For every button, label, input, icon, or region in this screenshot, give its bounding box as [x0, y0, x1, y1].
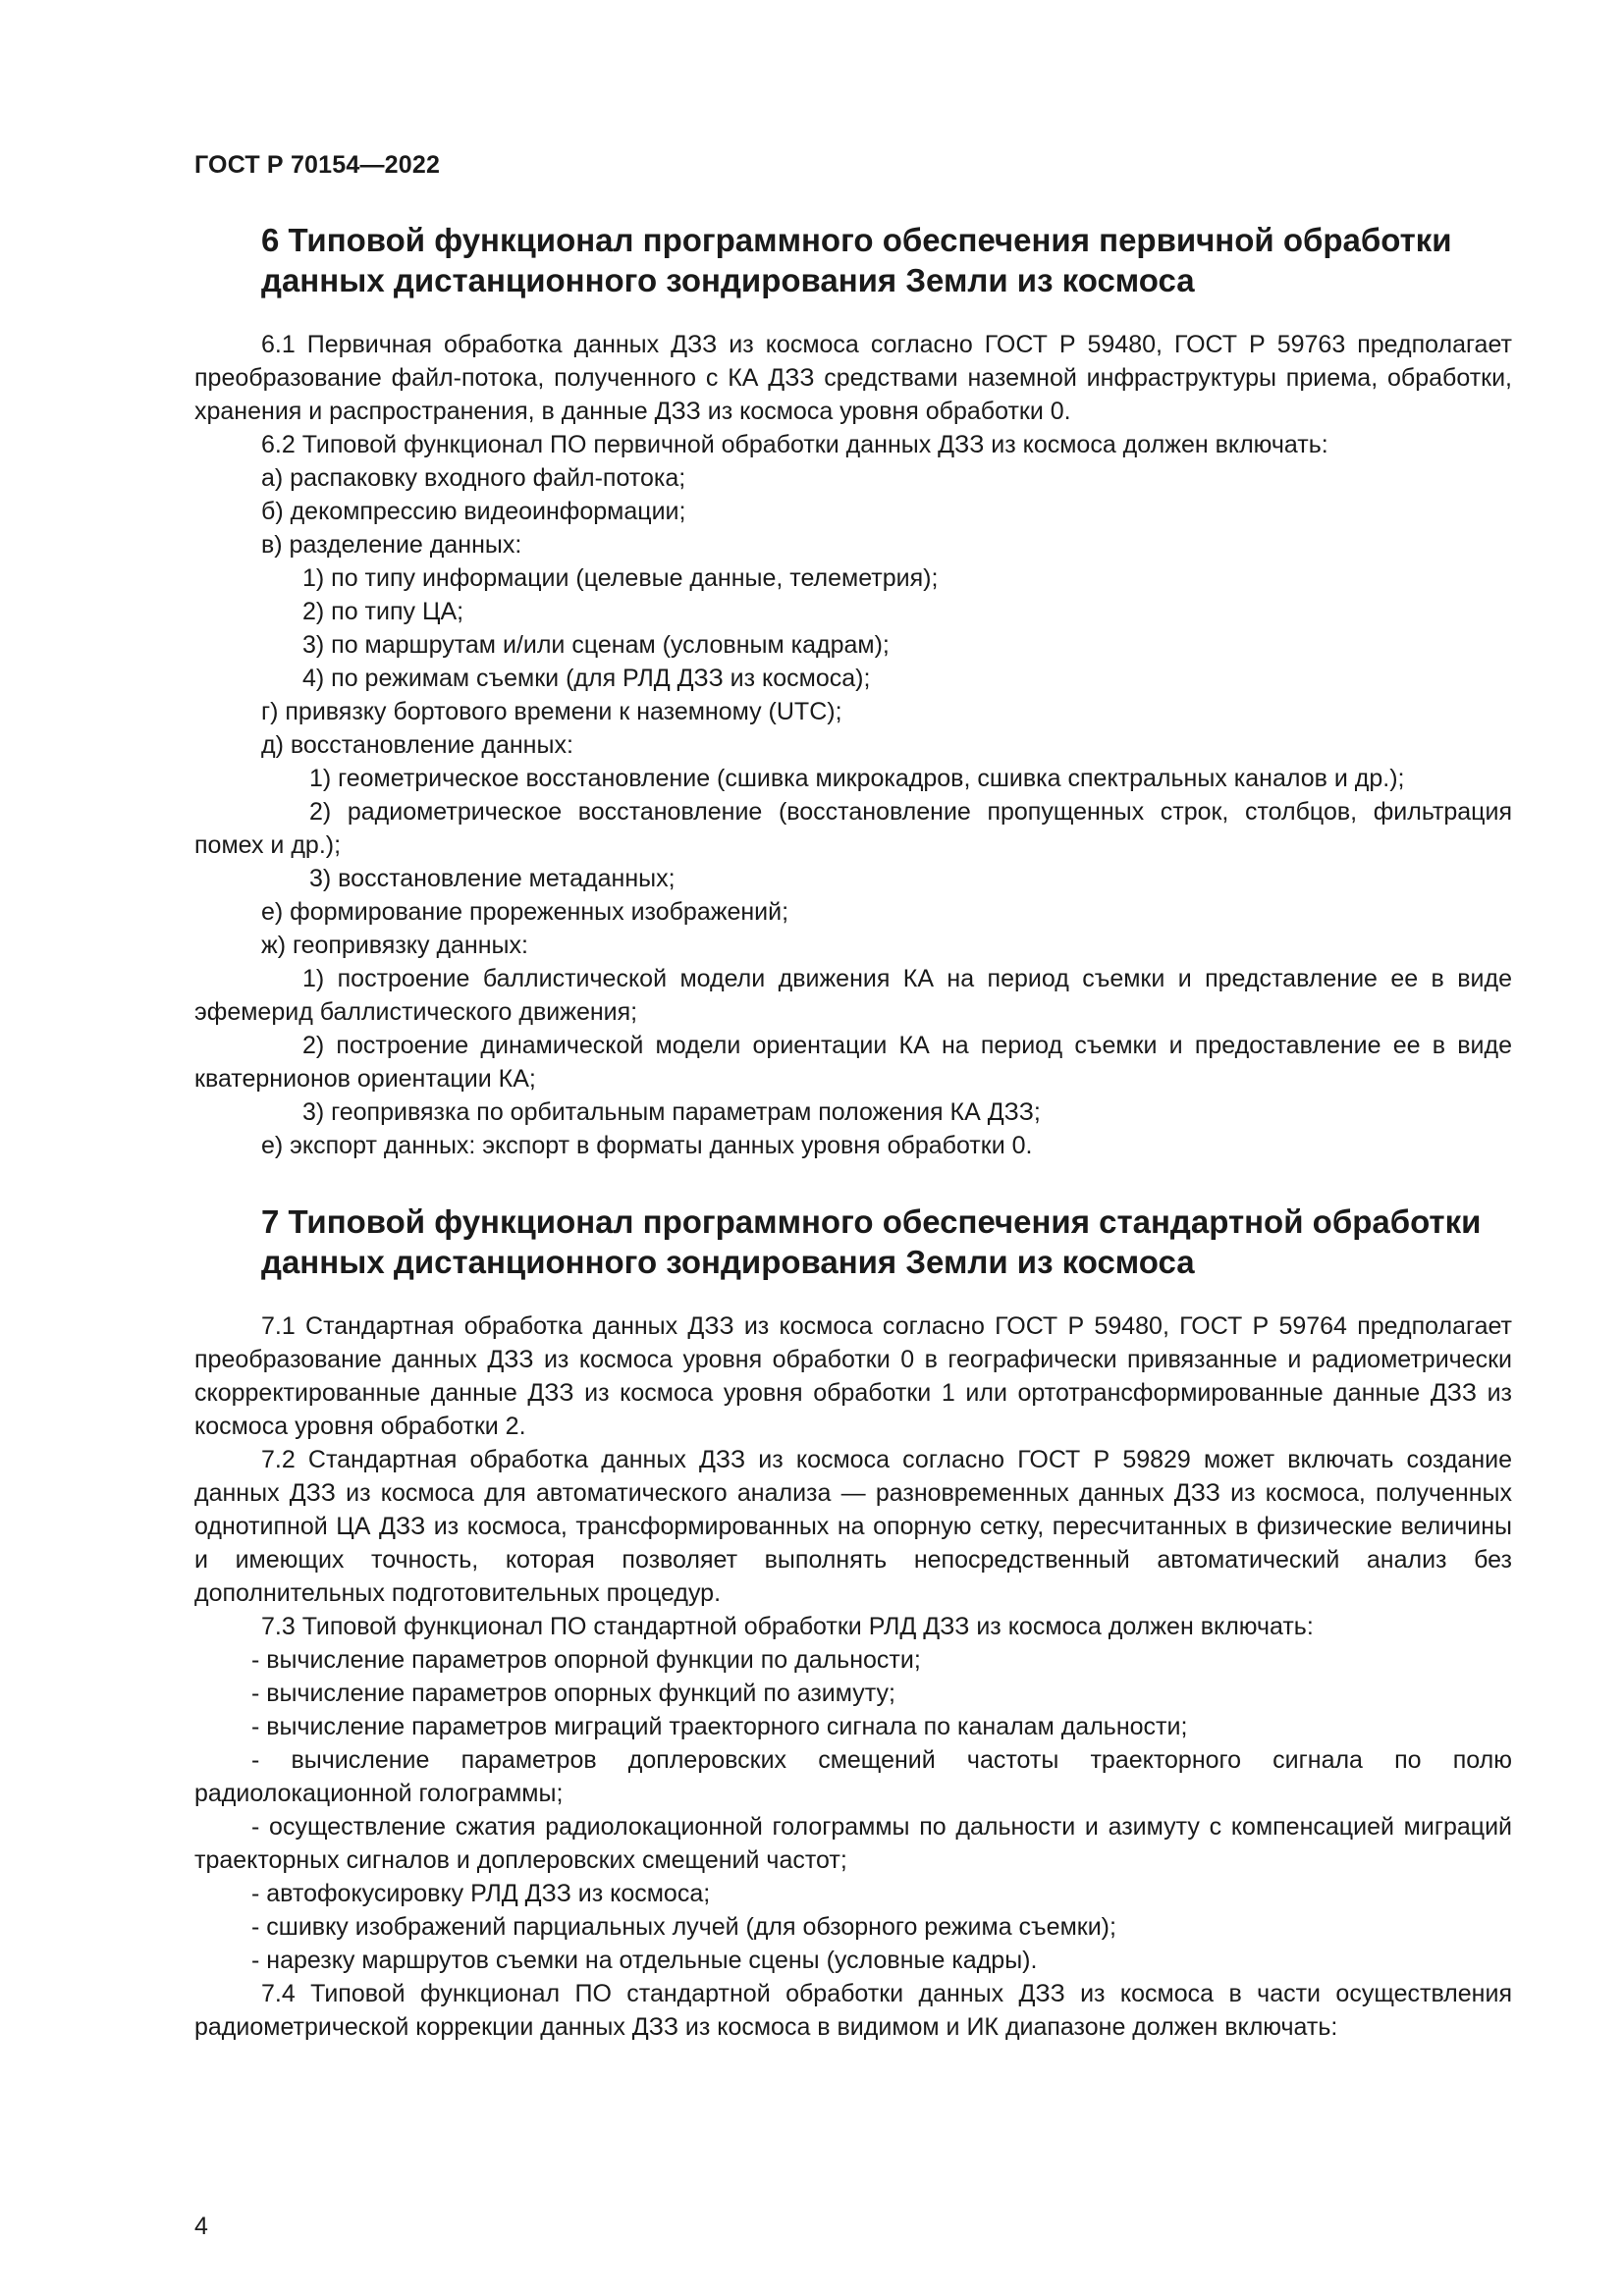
paragraph-6-1: 6.1 Первичная обработка данных ДЗЗ из космоса согласно ГОСТ Р 59480, ГОСТ Р 59763 предполагает преобразование файл-потока, полученного с КА ДЗЗ средствами наземной инфраструктуры приема, обработки, хранения и распространения, в данные ДЗЗ из космоса уровня обработки 0. — [194, 331, 1512, 425]
dash-item-3: - вычисление параметров миграций траекторного сигнала по каналам дальности; — [251, 1713, 1188, 1740]
list-item-a: а) распаковку входного файл-потока; — [261, 464, 686, 492]
list-item-g: г) привязку бортового времени к наземному (UTC); — [261, 698, 842, 725]
section-6-body — [194, 328, 1512, 1162]
list-item-zh-2: 2) построение динамической модели ориентации КА на период съемки и предоставление ее в виде кватернионов ориентации КА; — [194, 1032, 1512, 1093]
paragraph-7-1: 7.1 Стандартная обработка данных ДЗЗ из космоса согласно ГОСТ Р 59480, ГОСТ Р 59764 предполагает преобразование данных ДЗЗ из космоса уровня обработки 0 в географически привязанные и радиометрически скорректированные данные ДЗЗ из космоса уровня обработки 1 или ортотрансформированные данные ДЗЗ из космоса уровня обработки 2. — [194, 1312, 1512, 1440]
list-item-d-1: 1) геометрическое восстановление (сшивка микрокадров, сшивка спектральных каналов и др.); — [309, 765, 1405, 792]
document-header: ГОСТ Р 70154—2022 — [194, 151, 441, 179]
section-7-body — [194, 1309, 1512, 2044]
list-item-v-1: 1) по типу информации (целевые данные, телеметрия); — [302, 564, 939, 592]
section-6-title-line-2: данных дистанционного зондирования Земли из космоса — [261, 262, 1195, 298]
section-7-title — [194, 1201, 1512, 1282]
dash-item-7: - сшивку изображений парциальных лучей (для обзорного режима съемки); — [251, 1913, 1116, 1941]
dash-item-4: - вычисление параметров доплеровских смещений частоты траекторного сигнала по полю радиолокационной голограммы; — [194, 1746, 1512, 1807]
list-item-zh-3: 3) геопривязка по орбитальным параметрам положения КА ДЗЗ; — [302, 1098, 1041, 1126]
section-7-title-line-1: 7 Типовой функционал программного обеспечения стандартной обработки — [261, 1203, 1482, 1240]
section-6-title — [194, 220, 1512, 300]
list-item-zh: ж) геопривязку данных: — [261, 932, 528, 959]
list-item-v-2: 2) по типу ЦА; — [302, 598, 464, 625]
dash-item-2: - вычисление параметров опорных функций по азимуту; — [251, 1680, 895, 1707]
dash-item-8: - нарезку маршрутов съемки на отдельные сцены (условные кадры). — [251, 1947, 1038, 1974]
list-item-v-3: 3) по маршрутам и/или сценам (условным кадрам); — [302, 631, 890, 659]
list-item-v-4: 4) по режимам съемки (для РЛД ДЗЗ из космоса); — [302, 665, 871, 692]
page-content — [194, 220, 1512, 2044]
section-7-title-line-2: данных дистанционного зондирования Земли из космоса — [261, 1244, 1195, 1280]
dash-item-1: - вычисление параметров опорной функции по дальности; — [251, 1646, 921, 1674]
list-item-v: в) разделение данных: — [261, 531, 522, 559]
list-item-d: д) восстановление данных: — [261, 731, 573, 759]
list-item-e: е) формирование прореженных изображений; — [261, 898, 789, 926]
list-item-d-3: 3) восстановление метаданных; — [309, 865, 676, 892]
dash-item-5: - осуществление сжатия радиолокационной голограммы по дальности и азимуту с компенсацией миграций траекторных сигналов и доплеровских смещений частот; — [194, 1813, 1512, 1874]
paragraph-7-4: 7.4 Типовой функционал ПО стандартной обработки данных ДЗЗ из космоса в части осуществления радиометрической коррекции данных ДЗЗ из космоса в видимом и ИК диапазоне должен включать: — [194, 1980, 1512, 2041]
paragraph-6-2: 6.2 Типовой функционал ПО первичной обработки данных ДЗЗ из космоса должен включать: — [261, 431, 1328, 458]
dash-item-6: - автофокусировку РЛД ДЗЗ из космоса; — [251, 1880, 711, 1907]
list-item-d-2: 2) радиометрическое восстановление (восстановление пропущенных строк, столбцов, фильтрация помех и др.); — [194, 798, 1512, 859]
page-number: 4 — [194, 2213, 208, 2240]
paragraph-7-3: 7.3 Типовой функционал ПО стандартной обработки РЛД ДЗЗ из космоса должен включать: — [261, 1613, 1314, 1640]
list-item-e-export: е) экспорт данных: экспорт в форматы данных уровня обработки 0. — [261, 1132, 1033, 1159]
list-item-b: б) декомпрессию видеоинформации; — [261, 498, 686, 525]
list-item-zh-1: 1) построение баллистической модели движения КА на период съемки и представление ее в виде эфемерид баллистического движения; — [194, 965, 1512, 1026]
section-6-title-line-1: 6 Типовой функционал программного обеспечения первичной обработки — [261, 222, 1452, 258]
paragraph-7-2: 7.2 Стандартная обработка данных ДЗЗ из космоса согласно ГОСТ Р 59829 может включать создание данных ДЗЗ из космоса для автоматического анализа — разновременных данных ДЗЗ из космоса, полученных однотипной ЦА ДЗЗ из космоса, трансформированных на опорную сетку, пересчитанных в физические величины и имеющих точность, которая позволяет выполнять непосредственный автоматический анализ без дополнительных подготовительных процедур. — [194, 1446, 1512, 1607]
